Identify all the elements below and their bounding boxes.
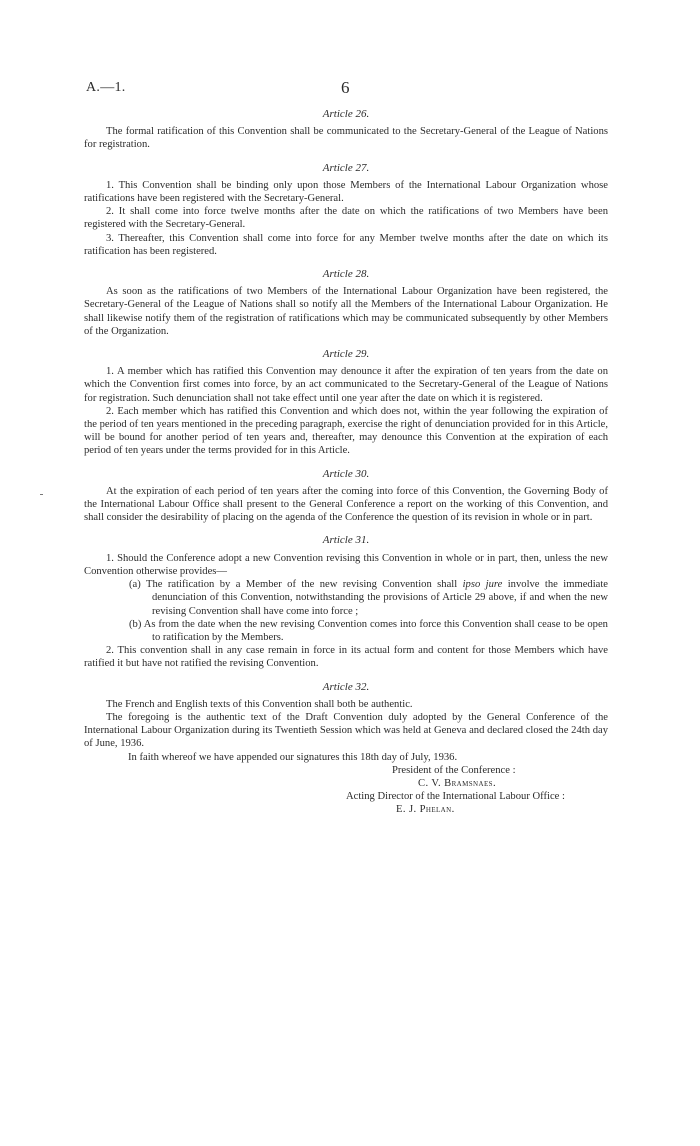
document-reference: A.—1. (86, 80, 126, 95)
article-29 (84, 348, 608, 458)
article-heading: Article 29. (322, 348, 370, 361)
clause-label: (b) (129, 618, 142, 630)
article-heading: Article 28. (322, 268, 370, 281)
paragraph: At the expiration of each period of ten years after the coming into force of this Convention, the Governing Body of the International Labour Office shall present to the General Conference a report on the working of this Convention, and shall consider the desirability of placing on the agenda of the Conference the question of its revision in whole or in part. (84, 485, 608, 524)
clause-label: (a) (129, 579, 141, 591)
paragraph: The foregoing is the authentic text of the Draft Convention duly adopted by the General Conference of the International Labour Organization during its Twentieth Session which was held at Geneva and declared closed the 24th day of June, 1936. (84, 711, 608, 750)
director-title: Acting Director of the International Labour Office : (346, 791, 565, 803)
paragraph: 2. This convention shall in any case remain in force in its actual form and content for those Members which have ratified it but have not ratified the revising Convention. (84, 645, 608, 670)
article-27 (84, 162, 608, 258)
clause-text: As from the date when the new revising Convention comes into force this Convention shall cease to be open to ratification by the Members. (143, 618, 608, 643)
article-31 (84, 534, 608, 670)
clause-text: The ratification by a Member of the new revising Convention shall (145, 579, 458, 591)
paragraph: 2. It shall come into force twelve months after the date on which the ratifications of two Members have been registered with the Secretary-General. (84, 206, 608, 231)
sub-clause-b (84, 618, 608, 644)
paragraph: 1. A member which has ratified this Convention may denounce it after the expiration of ten years from the date on which the Convention first comes into force, by an act communicated to the Secretary-General of the League of Nations for registration. Such denunciation shall not take effect until one year after the date on which it is registered. (84, 366, 608, 404)
president-name: C. V. Bramsnaes. (418, 777, 496, 789)
article-heading: Article 26. (322, 108, 370, 120)
article-heading: Article 31. (322, 534, 370, 547)
paragraph: 1. This Convention shall be binding only upon those Members of the International Labour Organization whose ratifications have been registered with the Secretary-General. (84, 179, 608, 205)
president-title: President of the Conference : (392, 764, 516, 776)
sub-clause-a (84, 578, 608, 618)
paragraph: 1. Should the Conference adopt a new Convention revising this Convention in whole or in part, then, unless the new Convention otherwise provides— (84, 552, 608, 577)
article-26 (84, 108, 608, 152)
article-heading: Article 32. (322, 680, 370, 693)
article-heading: Article 27. (322, 161, 370, 174)
paragraph: 2. Each member which has ratified this Convention and which does not, within the year following the expiration of the period of ten years mentioned in the preceding paragraph, exercise the right of denunciation provided for in this Article, will be bound for another period of ten years and, thereafter, may denounce this Convention at the expiration of each period of ten years under the terms provided for in this Article. (84, 405, 608, 457)
clause-text: involve the immediate denunciation of this Convention, notwithstanding the provisions of Article 29 above, if and when the new revising Convention shall have come into force ; (152, 579, 608, 617)
document-body (84, 108, 608, 827)
article-30 (84, 468, 608, 525)
page-number: 6 (341, 78, 350, 97)
director-name: E. J. Phelan. (396, 804, 455, 816)
paragraph: The formal ratification of this Convention shall be communicated to the Secretary-General of the League of Nations for registration. (84, 126, 608, 151)
margin-mark (40, 494, 43, 495)
paragraph: 3. Thereafter, this Convention shall come into force for any Member twelve months after the date on which its ratification has been registered. (84, 232, 608, 257)
article-28 (84, 268, 608, 338)
article-heading: Article 30. (322, 467, 370, 480)
paragraph: As soon as the ratifications of two Members of the International Labour Organization have been registered, the Secretary-General of the League of Nations shall so notify all the Members of the International Labour Organization. He shall likewise notify them of the registration of ratifications which may be communicated subsequently by other Members of the Organization. (84, 286, 608, 337)
clause-latin-term: ipso jure (462, 579, 503, 591)
paragraph: In faith whereof we have appended our signatures this 18th day of July, 1936. (128, 751, 458, 763)
article-32 (84, 681, 608, 817)
paragraph: The French and English texts of this Convention shall both be authentic. (106, 698, 413, 710)
